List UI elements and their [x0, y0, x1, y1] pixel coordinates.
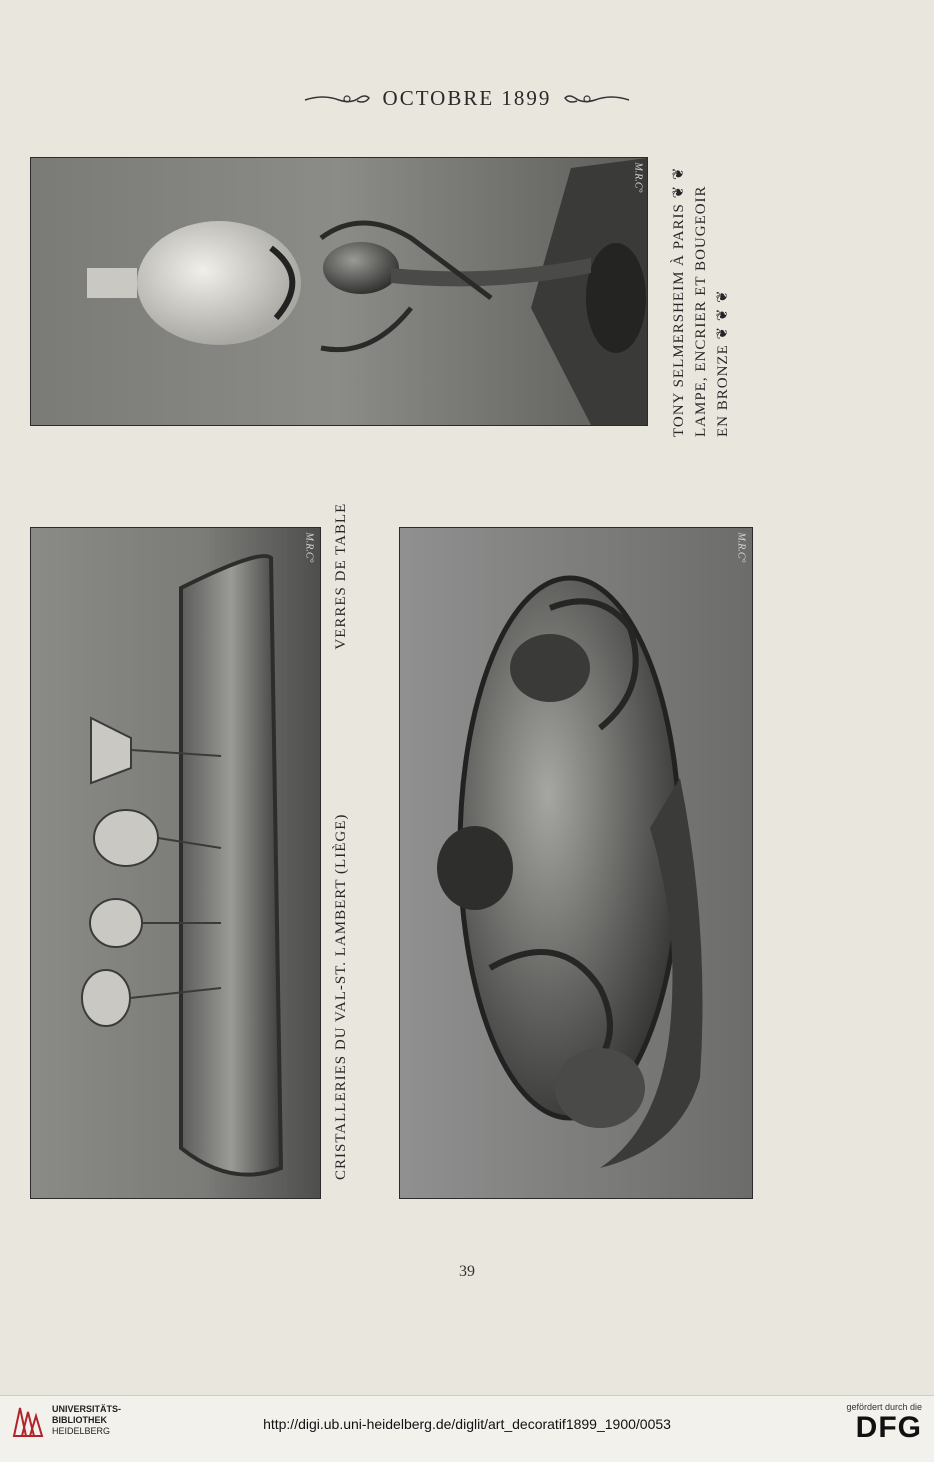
caption-object: VERRES DE TABLE — [333, 502, 349, 650]
val-st-lambert-caption — [330, 503, 352, 1180]
inkwell-photograph — [399, 527, 753, 1199]
permalink-url[interactable]: http://digi.ub.uni-heidelberg.de/diglit/art_decoratif1899_1900/0053 — [263, 1416, 671, 1432]
selmersheim-caption — [668, 166, 734, 437]
photographer-mark: M.R.C° — [735, 532, 747, 563]
page-number: 39 — [459, 1263, 475, 1280]
funding-logo[interactable] — [846, 1402, 922, 1444]
lamp-photograph — [30, 157, 648, 426]
left-flourish-ornament — [303, 90, 373, 108]
photographer-mark: M.R.C° — [303, 532, 315, 563]
library-name-line-1: UNIVERSITÄTS- — [52, 1404, 122, 1414]
page-title: OCTOBRE 1899 — [382, 86, 552, 110]
caption-line-2: LAMPE, ENCRIER ET BOUGEOIR — [693, 185, 709, 437]
library-name-line-3: HEIDELBERG — [52, 1426, 111, 1436]
funding-label: gefördert durch die — [846, 1402, 922, 1412]
library-name-line-2: BIBLIOTHEK — [52, 1415, 107, 1425]
glasses-tray-photograph — [30, 527, 321, 1199]
digitization-footer — [0, 1395, 934, 1462]
right-flourish-ornament — [561, 90, 631, 108]
caption-line-1: TONY SELMERSHEIM À PARIS ❦ ❦ — [671, 166, 687, 437]
caption-maker: CRISTALLERIES DU VAL-ST. LAMBERT (LIÈGE) — [333, 813, 349, 1180]
caption-line-3: EN BRONZE ❦ ❦ ❦ — [715, 289, 731, 437]
photographer-mark: M.R.C° — [632, 162, 644, 193]
dfg-logo: DFG — [855, 1411, 922, 1444]
page-header — [0, 86, 934, 113]
